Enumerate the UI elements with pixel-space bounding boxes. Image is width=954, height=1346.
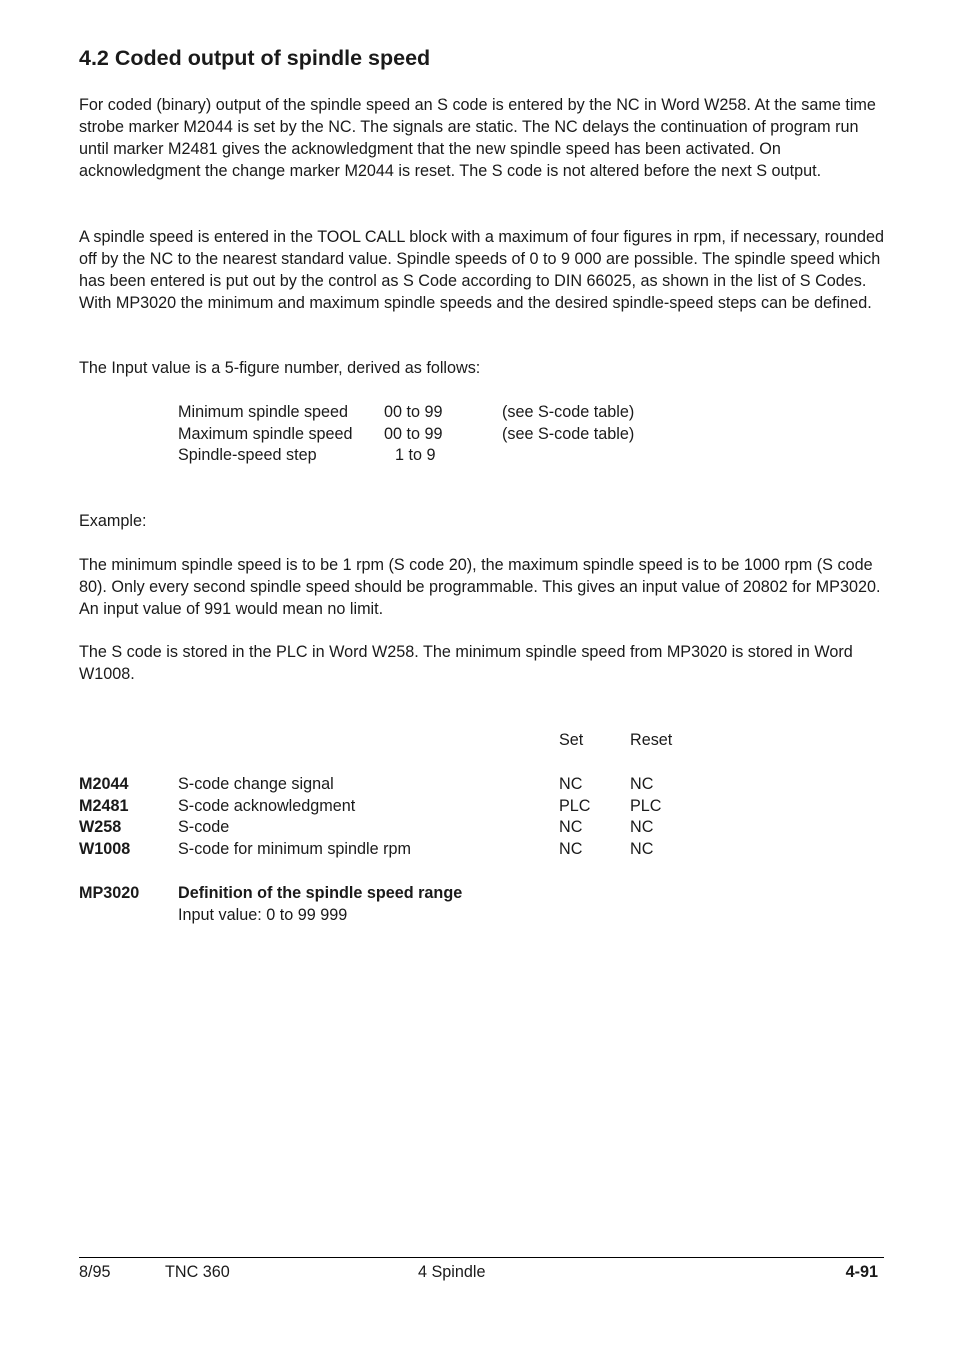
signal-set: PLC xyxy=(559,797,591,815)
input-row-label: Maximum spindle speed xyxy=(178,425,353,443)
input-row-label: Spindle-speed step xyxy=(178,446,317,464)
storage-paragraph: The S code is stored in the PLC in Word W258. The minimum spindle speed from MP3020 is stored in Word W1008. xyxy=(79,643,853,683)
input-value-paragraph: The Input value is a 5-figure number, derived as follows: xyxy=(79,359,481,377)
example-paragraph: The minimum spindle speed is to be 1 rpm (S code 20), the maximum spindle speed is to be 1000 rpm (S code 80). Only every second spindle speed should be programmable. This gives an input value of 20802 for MP3020. An input value of 991 would mean no limit. xyxy=(79,556,881,618)
column-header-reset: Reset xyxy=(630,731,673,749)
signal-description: S-code xyxy=(178,818,230,836)
footer-chapter: 4 Spindle xyxy=(418,1263,486,1281)
column-header-set: Set xyxy=(559,731,584,749)
input-row-note: (see S-code table) xyxy=(502,425,635,443)
signal-code: M2044 xyxy=(79,775,129,793)
signal-reset: NC xyxy=(630,775,654,793)
signal-code: W1008 xyxy=(79,840,131,858)
signal-set: NC xyxy=(559,818,583,836)
intro-paragraph: For coded (binary) output of the spindle speed an S code is entered by the NC in Word W258. At the same time strobe marker M2044 is set by the NC. The signals are static. The NC delays the continuation of program run until marker M2481 gives the acknowledgment that the new spindle speed has been activated. On acknowledgment the change marker M2044 is reset. The S code is not altered before the next S output. xyxy=(79,96,876,180)
signal-description: S-code acknowledgment xyxy=(178,797,356,815)
signal-code: W258 xyxy=(79,818,122,836)
footer-page-number: 4-91 xyxy=(845,1263,878,1281)
footer-rule xyxy=(79,1257,884,1258)
example-label: Example: xyxy=(79,512,147,530)
signal-set: NC xyxy=(559,775,583,793)
input-row-range: 00 to 99 xyxy=(384,403,443,421)
signal-code: M2481 xyxy=(79,797,129,815)
input-row-range: 00 to 99 xyxy=(384,425,443,443)
page-title: 4.2 Coded output of spindle speed xyxy=(79,46,431,70)
mp-code: MP3020 xyxy=(79,884,140,902)
footer-product: TNC 360 xyxy=(165,1263,230,1281)
input-row-label: Minimum spindle speed xyxy=(178,403,349,421)
input-row-range: 1 to 9 xyxy=(395,446,436,464)
spindle-speed-paragraph: A spindle speed is entered in the TOOL CALL block with a maximum of four figures in rpm, if necessary, rounded off by the NC to the nearest standard value. Spindle speeds of 0 to 9 000 are possible. The spindle speed which has been entered is put out by the control as S Code according to DIN 66025, as shown in the list of S Codes. With MP3020 the minimum and maximum spindle speeds and the desired spindle-speed steps can be defined. xyxy=(79,228,884,312)
signal-description: S-code for minimum spindle rpm xyxy=(178,840,411,858)
signal-description: S-code change signal xyxy=(178,775,334,793)
signal-reset: PLC xyxy=(630,797,662,815)
signal-set: NC xyxy=(559,840,583,858)
signal-reset: NC xyxy=(630,818,654,836)
input-row-note: (see S-code table) xyxy=(502,403,635,421)
mp-input-value: Input value: 0 to 99 999 xyxy=(178,906,348,924)
mp-title: Definition of the spindle speed range xyxy=(178,884,463,902)
footer-date: 8/95 xyxy=(79,1263,111,1281)
signal-reset: NC xyxy=(630,840,654,858)
